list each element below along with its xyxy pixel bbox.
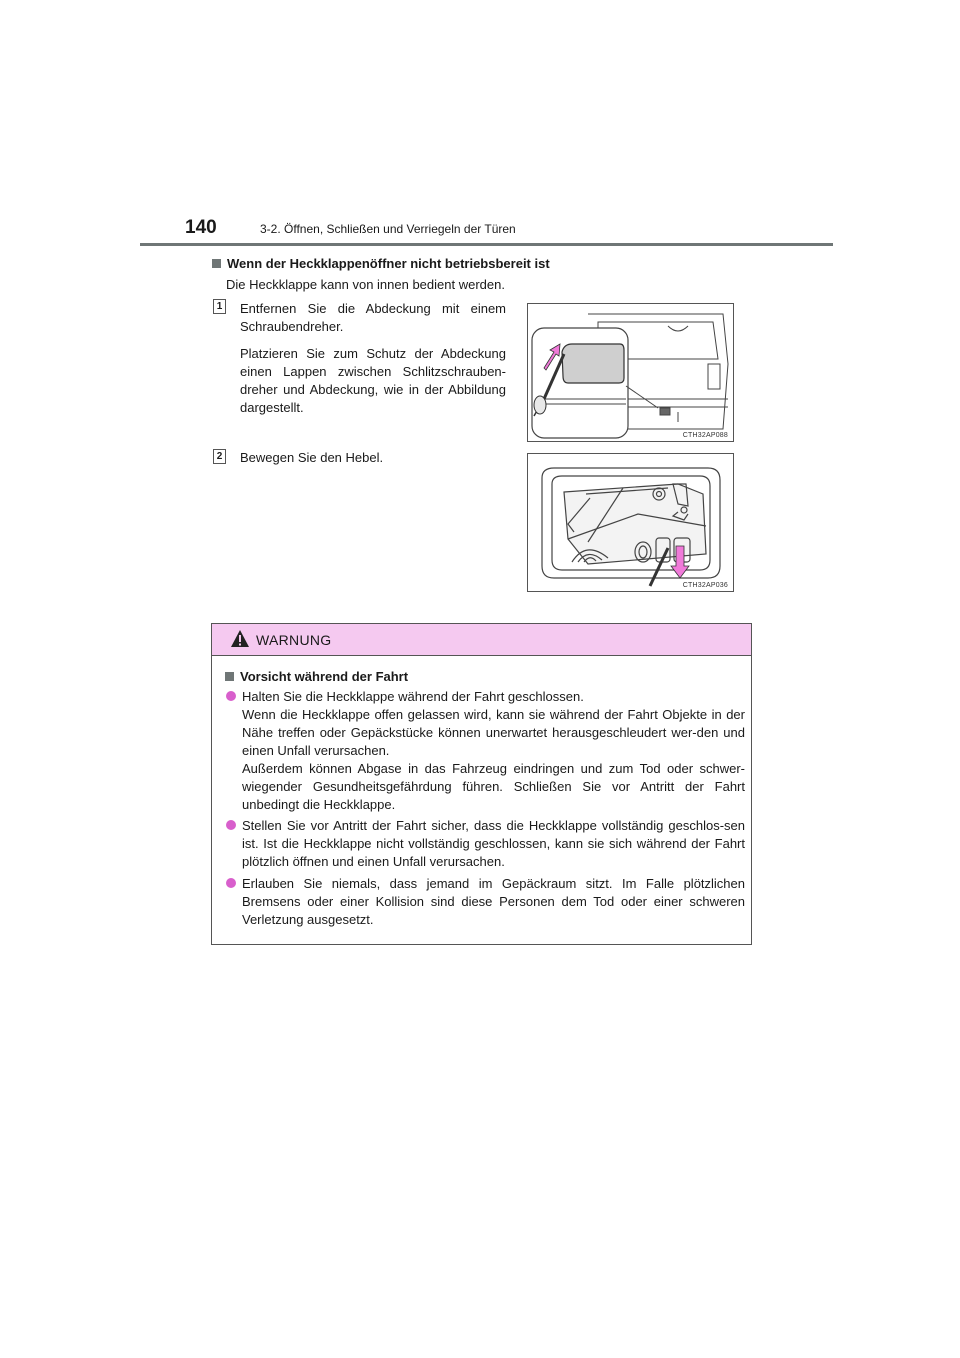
warning-bullet-2-line-1: Stellen Sie vor Antritt der Fahrt sicher, dass die Heckklappe vollständig geschlos-sen ist. Ist die Heckklappe nicht vollständig geschlossen, kann sie sich während der Fahrt plötzlich öffnen und einen Unfall verursachen. [242, 818, 745, 869]
step-1-paragraph-2: Platzieren Sie zum Schutz der Abdeckung einen Lappen zwischen Schlitzschrauben-dreher und Abdeckung, wie in der Abbildung dargestellt. [240, 346, 506, 415]
warning-heading-text: Vorsicht während der Fahrt [240, 669, 409, 684]
bullet-dot-icon [226, 878, 236, 888]
figure-cover-removal [527, 303, 734, 442]
step-2-paragraph-1: Bewegen Sie den Hebel. [240, 450, 384, 465]
step-1-paragraph-1: Entfernen Sie die Abdeckung mit einem Schraubendreher. [240, 301, 506, 334]
step-2-text [240, 449, 506, 467]
section-heading-text: Wenn der Heckklappenöffner nicht betriebsbereit ist [227, 256, 550, 271]
warning-bullet-1-line-3: Außerdem können Abgase in das Fahrzeug eindringen und zum Tod oder schwer-wiegender Gesundheitsgefährdung führen. Schließen Sie vor Antritt der Fahrt unbedingt die Heckklappe. [242, 761, 745, 812]
warning-bullet-1-line-1: Halten Sie die Heckklappe während der Fahrt geschlossen. [242, 689, 584, 704]
figure-lever [527, 453, 734, 592]
warning-box [211, 623, 752, 945]
warning-bullet-1 [225, 688, 745, 814]
figure-code-1: CTH32AP088 [682, 432, 728, 439]
warning-heading [225, 669, 408, 684]
section-intro: Die Heckklappe kann von innen bedient werden. [226, 277, 505, 292]
square-bullet-icon [225, 672, 234, 681]
warning-bullet-2 [225, 817, 745, 871]
warning-triangle-icon [230, 629, 250, 648]
bullet-dot-icon [226, 691, 236, 701]
step-number-2: 2 [213, 449, 226, 464]
warning-title: WARNUNG [256, 632, 332, 648]
warning-header [212, 624, 751, 656]
bullet-dot-icon [226, 820, 236, 830]
step-number-1: 1 [213, 299, 226, 314]
section-heading [212, 256, 550, 272]
tailgate-illustration [528, 304, 733, 441]
figure-code-2: CTH32AP036 [682, 582, 728, 589]
square-bullet-icon [212, 259, 221, 268]
lever-illustration [528, 454, 733, 591]
step-1-text [240, 300, 506, 426]
warning-bullet-3-line-1: Erlauben Sie niemals, dass jemand im Gepäckraum sitzt. Im Falle plötzlichen Bremsens oder einer Kollision sind diese Personen dem Tod oder einer schweren Verletzung ausgesetzt. [242, 876, 745, 927]
header-rule [140, 243, 833, 246]
chapter-title: 3-2. Öffnen, Schließen und Verriegeln der Türen [260, 222, 516, 236]
warning-bullet-3 [225, 875, 745, 929]
warning-bullet-1-line-2: Wenn die Heckklappe offen gelassen wird, kann sie während der Fahrt Objekte in der Nähe treffen oder Gepäckstücke können unerwartet herausgeschleudert wer-den und einen Unfall verursachen. [242, 707, 745, 758]
page-number: 140 [185, 217, 217, 238]
